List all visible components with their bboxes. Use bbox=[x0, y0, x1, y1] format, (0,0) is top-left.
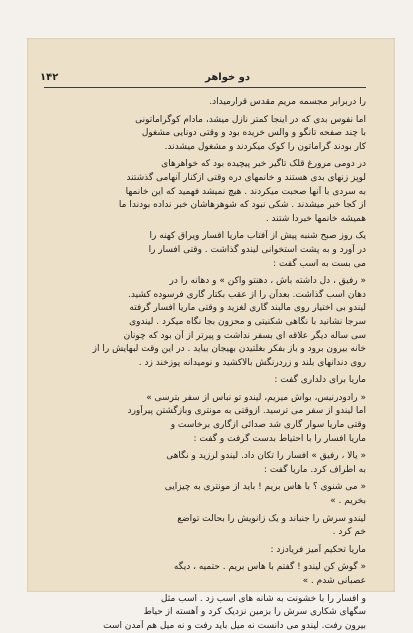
header-rule bbox=[44, 87, 366, 88]
text-line: عصبانی شدم . » bbox=[302, 576, 366, 586]
text-line: لوپز زنهای بدی هستند و خانمهای دره وقتی ازکنار آنهامی گذشتند bbox=[126, 172, 366, 183]
text-line: خانه بیرون برود و باز بفکر بغلتیدن بهیجان بیاید . در این وقت لبهایش را از bbox=[92, 344, 366, 355]
text-line: ماریا افسار را با احتیاط بدست گرفت و گفت : bbox=[193, 433, 366, 444]
text-line: سگهای شکاری سرش را بزمین نزدیک کرد و آهسته از حیاط bbox=[143, 607, 366, 618]
text-line: در دومی مرورغ قلک تاگیر خبر پیچیده بود که خواهرهای bbox=[161, 159, 366, 170]
paragraph bbox=[46, 230, 366, 271]
running-title: دو خواهر bbox=[205, 72, 250, 83]
text-line: « رفیق ، دل داشته باش ، دهنتو واکن » و دهانه را در bbox=[169, 276, 366, 287]
text-line: اما لیندو از سفر می ترسید. ازوقتی به مونتری وبازگشتن پیرآورد bbox=[127, 406, 366, 417]
paragraph bbox=[46, 561, 366, 588]
text-line: به سردی با آنها صحبت میکردند . هیچ نمیشد فهمید که این خانمها bbox=[125, 186, 366, 197]
text-line: لیندو سرش را جنباند و یک زانویش را بحالت تواضع bbox=[177, 513, 366, 524]
text-line: « می شنوی ؟ با هاس بریم ! باید از مونتری به چیزایی bbox=[164, 482, 366, 493]
page-header bbox=[40, 70, 370, 86]
text-line: وقتی ماریا سوار گاری شد صدائی ازگاری برخاست و bbox=[170, 420, 366, 431]
text-line: روی دندانهای بلند و زردرنگش بالاکشید و نومیدانه پوزخند زد . bbox=[138, 357, 366, 368]
paragraph bbox=[46, 96, 366, 110]
page-number: ۱۴۲ bbox=[40, 72, 59, 83]
text-line: کار بودند گراماتون را کوک میکردند و مشغول میشدند. bbox=[164, 141, 366, 152]
text-line: از کجا خبر میشدند . شکی نبود که شوهرهاشان خبر نداده بودندا ما bbox=[118, 200, 366, 211]
text-line: خم کرد . bbox=[332, 527, 366, 538]
paragraph bbox=[46, 374, 366, 388]
text-line: یک روز صبح شنبه پیش از آفتاب ماریا افسار ویراق کهنه را bbox=[149, 231, 366, 242]
text-line: با چند صفحه تانگو و والس خریده بود و وقتی دونایی مشغول bbox=[141, 128, 366, 139]
text-line: دهان اسب گذاشت. بعدآن را از عقب بکتار گاری فرسوده کشید. bbox=[128, 289, 366, 300]
text-line: ماریا تحکیم آمیز فریادزد : bbox=[270, 544, 366, 555]
text-line: بخریم . » bbox=[330, 496, 366, 507]
text-line: اما نفوس بدی که در اینجا کمتر نازل میشد، مادام کوگراماتونی bbox=[135, 114, 366, 125]
text-line: همیشه خانمها خبردا شتند . bbox=[265, 213, 366, 224]
text-line: در آورد و به پشت استخوانی لیندو گذاشت . وقتی افسار را bbox=[148, 244, 366, 255]
paragraph bbox=[46, 450, 366, 477]
text-line: « رادودرنیس، بواش میریم، لیندو تو نباس از سفر بترسی » bbox=[146, 392, 366, 403]
text-line: و افسار را با خشونت به شانه های اسب زد . اسب مثل bbox=[160, 593, 366, 604]
body-text bbox=[46, 96, 366, 633]
paragraph bbox=[46, 544, 366, 558]
text-line: سرجا نشانید با نگاهی شکنیتی و محزون بجا نگاه میکرد . لیندوی bbox=[129, 316, 366, 327]
paragraph bbox=[46, 392, 366, 446]
text-line: ماریا برای دلداری گفت : bbox=[274, 375, 366, 386]
text-line: به اطراف کرد. ماریا گفت : bbox=[263, 464, 366, 475]
text-line: لیندو بی اختیار روی مالبند گاری لغزید و وقتی ماریا افسار گرفته bbox=[129, 303, 366, 314]
paragraph bbox=[46, 114, 366, 155]
paragraph bbox=[46, 275, 366, 370]
text-line: « گوش کن لیندو ! گفتم با هاس بریم . حتمیه ، دیگه bbox=[173, 562, 366, 573]
paragraph bbox=[46, 481, 366, 508]
text-line: می بست به اسب گفت : bbox=[273, 258, 366, 269]
text-line: را دربرابر مجسمه مریم مقدس قرارمیداد. bbox=[209, 97, 366, 107]
text-line: سی ساله دیگر علاقه ای بسفر نداشت و پیرتر از آن بود که چونان bbox=[123, 330, 366, 341]
text-line: بیرون رفت. لیندو می دانست نه میل باید رفت و نه میل هم آمدن است bbox=[103, 620, 366, 631]
paragraph bbox=[46, 513, 366, 540]
text-line: « یالا ، رفیق » افسار را تکان داد. لیندو لرزید و نگاهی bbox=[166, 451, 366, 462]
paragraph bbox=[46, 158, 366, 226]
